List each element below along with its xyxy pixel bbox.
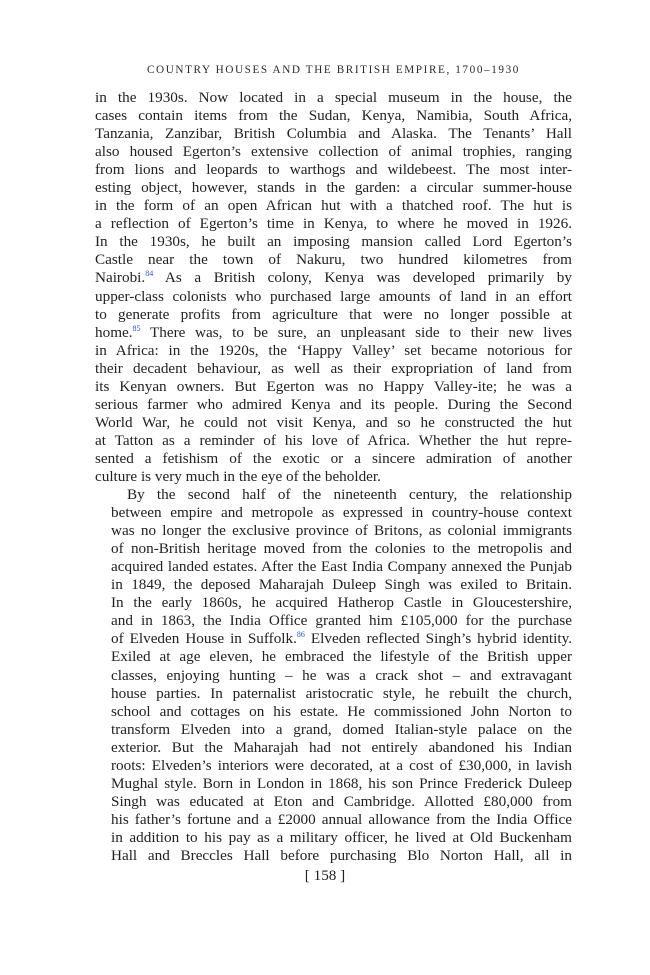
text-run: By the second half of the nineteenth century, the relationship — [127, 486, 572, 504]
text-run: at Tatton as a reminder of his love of Africa. Whether the hut repre- — [95, 431, 572, 449]
text-run: exterior. But the Maharajah had not entirely abandoned his Indian — [111, 738, 572, 756]
text-line — [95, 558, 572, 576]
text-line — [95, 432, 572, 450]
text-run: in the 1930s. Now located in a special museum in the house, the — [95, 89, 572, 106]
text-line — [95, 342, 572, 360]
text-line — [95, 739, 572, 757]
text-line — [95, 414, 572, 432]
text-line — [95, 378, 572, 396]
text-run: In the early 1860s, he acquired Hatherop Castle in Gloucestershire, — [111, 594, 572, 612]
text-run: Castle near the town of Nakuru, two hundred kilometres from — [95, 251, 572, 269]
text-run: also housed Egerton’s extensive collection of animal trophies, ranging — [95, 143, 572, 161]
text-line — [95, 576, 572, 594]
text-line — [95, 757, 572, 775]
text-run: was no longer the exclusive province of Britons, as colonial immigrants — [111, 522, 572, 540]
text-line — [95, 594, 572, 612]
text-line — [95, 161, 572, 179]
text-run: home. — [95, 323, 133, 341]
text-run: Nairobi. — [95, 269, 146, 287]
text-run: its Kenyan owners. But Egerton was no Happy Valley-ite; he was a — [95, 377, 572, 395]
text-run: house parties. In paternalist aristocratic style, he rebuilt the church, — [111, 684, 572, 702]
text-line — [95, 522, 572, 540]
text-run: esting object, however, stands in the garden: a circular summer-house — [95, 179, 572, 197]
text-line — [95, 793, 572, 811]
body-text — [95, 89, 572, 865]
text-run: Elveden reflected Singh’s hybrid identity. — [304, 630, 572, 648]
text-run: and in 1863, the India Office granted him £105,000 for the purchase — [111, 612, 572, 630]
text-line — [95, 125, 572, 143]
text-line — [95, 197, 572, 215]
text-line — [95, 630, 572, 648]
text-line — [95, 540, 572, 558]
text-line — [95, 269, 572, 287]
text-line — [95, 306, 572, 324]
paragraph — [95, 486, 572, 865]
text-run: their decadent behaviour, as well as their expropriation of land from — [95, 359, 572, 377]
text-line — [95, 468, 572, 486]
text-run: to generate profits from agriculture that were no longer possible at — [95, 305, 572, 323]
text-line — [95, 324, 572, 342]
text-line — [95, 486, 572, 504]
text-line — [95, 360, 572, 378]
text-line — [95, 215, 572, 233]
text-line — [95, 829, 572, 847]
text-line — [95, 179, 572, 197]
footnote-ref-link[interactable]: 84 — [145, 269, 154, 279]
text-line — [95, 450, 572, 468]
text-run: sented a fetishism of the exotic or a sincere admiration of another — [95, 449, 572, 467]
text-run: in addition to his pay as a military officer, he lived at Old Buckenham — [111, 828, 572, 846]
text-run: in Africa: in the 1920s, the ‘Happy Valley’ set became notorious for — [95, 341, 572, 359]
text-run: Mughal style. Born in London in 1868, his son Prince Frederick Duleep — [111, 774, 572, 792]
text-run: in the form of an open African hut with a thatched roof. The hut is — [95, 197, 572, 215]
page-number: [ 158 ] — [304, 867, 346, 884]
text-run: cases contain items from the Sudan, Kenya, Namibia, South Africa, — [95, 107, 572, 125]
text-run: As a British colony, Kenya was developed primarily by — [153, 269, 572, 287]
text-line — [95, 685, 572, 703]
text-line — [95, 667, 572, 685]
text-run: from lions and leopards to warthogs and wildebeest. The most inter- — [95, 161, 572, 179]
text-run: serious farmer who admired Kenya and its people. During the Second — [95, 395, 572, 413]
text-run: Exiled at age eleven, he embraced the lifestyle of the British upper — [111, 648, 572, 666]
text-line — [95, 847, 572, 865]
footnote-ref-link[interactable]: 86 — [296, 630, 305, 640]
running-head: COUNTRY HOUSES AND THE BRITISH EMPIRE, 1700–1930 — [147, 64, 520, 76]
text-line — [95, 251, 572, 269]
text-line — [95, 612, 572, 630]
text-line — [95, 89, 572, 107]
text-run: a reflection of Egerton’s time in Kenya, to where he moved in 1926. — [95, 215, 572, 233]
text-line — [95, 107, 572, 125]
text-line — [95, 721, 572, 739]
text-run: roots: Elveden’s interiors were decorated, at a cost of £30,000, in lavish — [111, 756, 572, 774]
text-run: Singh was educated at Eton and Cambridge. Allotted £80,000 from — [111, 792, 572, 810]
text-run: in 1849, the deposed Maharajah Duleep Singh was exiled to Britain. — [111, 576, 572, 594]
text-line — [95, 233, 572, 251]
text-run: culture is very much in the eye of the beholder. — [95, 467, 381, 485]
text-run: of Elveden House in Suffolk. — [111, 630, 297, 648]
text-run: transform Elveden into a grand, domed Italian-style palace on the — [111, 720, 572, 738]
text-run: upper-class colonists who purchased large amounts of land in an effort — [95, 287, 572, 305]
text-run: In the 1930s, he built an imposing mansion called Lord Egerton’s — [95, 233, 572, 251]
text-line — [95, 504, 572, 522]
text-run: his father’s fortune and a £2000 annual allowance from the India Office — [111, 810, 572, 828]
paragraph — [95, 89, 572, 486]
text-run: acquired landed estates. After the East India Company annexed the Punjab — [111, 558, 572, 576]
text-run: Tanzania, Zanzibar, British Columbia and Alaska. The Tenants’ Hall — [95, 125, 572, 143]
text-run: school and cottages on his estate. He commissioned John Norton to — [111, 702, 572, 720]
text-line — [95, 775, 572, 793]
text-line — [95, 648, 572, 666]
text-line — [95, 143, 572, 161]
text-line — [95, 703, 572, 721]
text-line — [95, 396, 572, 414]
text-run: World War, he could not visit Kenya, and so he constructed the hut — [95, 413, 572, 431]
text-line — [95, 288, 572, 306]
text-run: of non-British heritage moved from the colonies to the metropolis and — [111, 540, 572, 558]
text-run: Hall and Breccles Hall before purchasing Blo Norton Hall, all in — [111, 846, 572, 864]
text-line — [95, 811, 572, 829]
text-run: There was, to be sure, an unpleasant side to their new lives — [140, 323, 572, 341]
footnote-ref-link[interactable]: 85 — [132, 323, 141, 333]
text-run: between empire and metropole as expressed in country-house context — [111, 504, 572, 522]
text-run: classes, enjoying hunting – he was a crack shot – and extravagant — [111, 666, 572, 684]
